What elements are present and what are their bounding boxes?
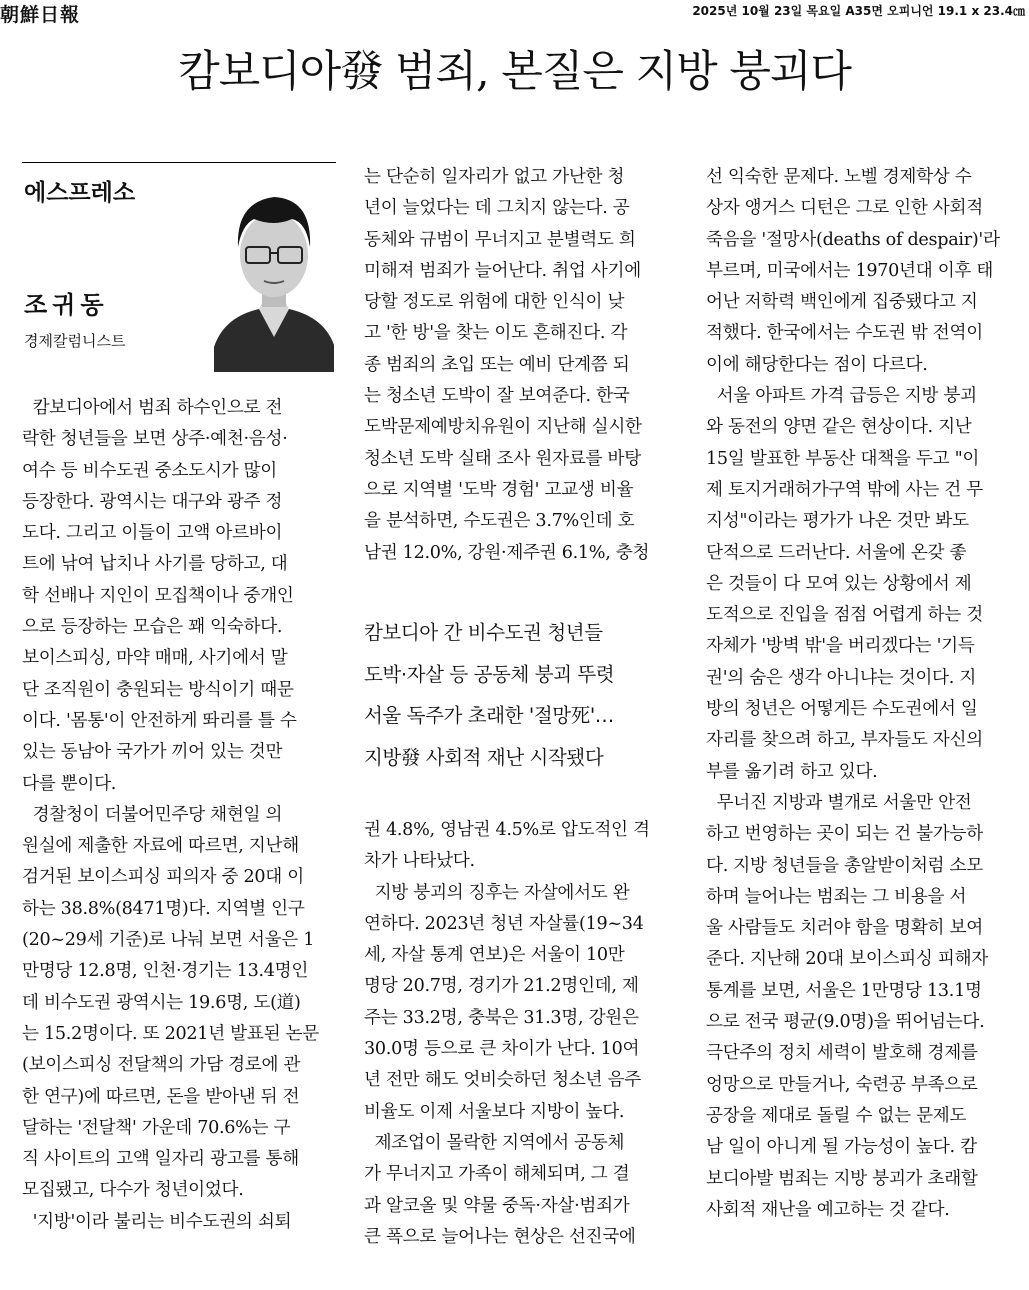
text-line: 청소년 도박 실태 조사 원자료를 바탕 bbox=[364, 448, 641, 469]
text-line: 모집됐고, 다수가 청년이었다. bbox=[22, 1180, 244, 1201]
dateline: 2025년 10월 23일 목요일 A35면 오피니언 19.1 x 23.4㎝ bbox=[692, 4, 1025, 18]
text-line: 고 '한 방'을 찾는 이도 흔해진다. 각 bbox=[364, 323, 628, 344]
text-line: 하는 38.8%(8471명)다. 지역별 인구 bbox=[22, 898, 305, 919]
text-line: 연하다. 2023년 청년 자살률(19~34 bbox=[364, 913, 644, 934]
text-line: 동체와 규범이 무너지고 분별력도 희 bbox=[364, 229, 636, 250]
text-line: 와 동전의 양면 같은 현상이다. 지난 bbox=[706, 417, 972, 438]
headline: 캄보디아發 범죄, 본질은 지방 붕괴다 bbox=[178, 47, 851, 97]
text-line: 는 단순히 일자리가 없고 가난한 청 bbox=[364, 167, 625, 187]
text-line: 권 4.8%, 영남권 4.5%로 압도적인 격 bbox=[364, 820, 650, 840]
text-line: 으로 전국 평균(9.0명)을 뛰어넘는다. bbox=[706, 1012, 985, 1033]
text-line: 미해져 범죄가 늘어난다. 취업 사기에 bbox=[364, 260, 641, 281]
text-line: 도다. 그리고 이들이 고액 아르바이 bbox=[22, 523, 283, 544]
text-line: 캄보디아 간 비수도권 청년들 bbox=[364, 621, 603, 644]
text-line: 사회적 재난을 예고하는 것 같다. bbox=[706, 1199, 950, 1220]
text-line: 검거된 보이스피싱 피의자 중 20대 이 bbox=[22, 867, 304, 888]
text-line: 세, 자살 통계 연보)은 서울이 10만 bbox=[364, 945, 625, 966]
text-line: 남 일이 아니게 될 가능성이 높다. 캄 bbox=[706, 1137, 977, 1158]
text-line: 명당 20.7명, 경기가 21.2명인데, 제 bbox=[364, 976, 639, 997]
text-line: 년이 늘었다는 데 그치지 않는다. 공 bbox=[364, 198, 630, 219]
text-line: 보디아발 범죄는 지방 붕괴가 초래할 bbox=[706, 1168, 978, 1189]
author-photo bbox=[214, 177, 334, 372]
text-line: 서울 독주가 초래한 '절망死'… bbox=[364, 704, 614, 727]
text-line: 적했다. 한국에서는 수도권 밖 전역이 bbox=[706, 323, 983, 344]
text-line: 선 익숙한 문제다. 노벨 경제학상 수 bbox=[706, 167, 972, 187]
article-column-3 bbox=[706, 162, 1022, 1226]
text-line: 무너진 지방과 별개로 서울만 안전 bbox=[706, 792, 972, 813]
pull-quote bbox=[364, 612, 684, 778]
text-line: 을 분석하면, 수도권은 3.7%인데 호 bbox=[364, 511, 635, 532]
text-line: 지성"이라는 평가가 나온 것만 봐도 bbox=[706, 511, 969, 532]
text-line: 차가 나타났다. bbox=[364, 851, 475, 872]
text-line: 남권 12.0%, 강원·제주권 6.1%, 충청 bbox=[364, 542, 650, 563]
text-line: 는 청소년 도박이 잘 보여준다. 한국 bbox=[364, 386, 630, 407]
text-line: 죽음을 '절망사(deaths of despair)'라 bbox=[706, 229, 1000, 250]
text-line: 도적으로 진입을 점점 어렵게 하는 것 bbox=[706, 605, 983, 626]
text-line: 어난 저학력 백인에게 집중됐다고 지 bbox=[706, 292, 978, 313]
column-title: 에스프레소 bbox=[24, 180, 136, 206]
text-line: 경찰청이 더불어민주당 채현일 의 bbox=[22, 804, 283, 825]
text-line: 으로 지역별 '도박 경험' 고교생 비율 bbox=[364, 479, 634, 500]
author-name: 조귀동 bbox=[24, 291, 109, 319]
text-line: 하며 늘어나는 범죄는 그 비용을 서 bbox=[706, 886, 967, 907]
text-line: 락한 청년들을 보면 상주·예천·음성· bbox=[22, 429, 288, 450]
text-line: 만명당 12.8명, 인천·경기는 13.4명인 bbox=[22, 961, 309, 982]
text-line: 종 범죄의 초입 또는 예비 단계쯤 되 bbox=[364, 354, 630, 375]
text-line: 달하는 '전달책' 가운데 70.6%는 구 bbox=[22, 1117, 291, 1138]
text-line: 는 15.2명이다. 또 2021년 발표된 논문 bbox=[22, 1023, 319, 1044]
author-portrait-illustration bbox=[214, 177, 334, 372]
text-line: 캄보디아에서 범죄 하수인으로 전 bbox=[22, 398, 283, 418]
text-line: 다를 뿐이다. bbox=[22, 773, 117, 794]
text-line: 공장을 제대로 돌릴 수 없는 문제도 bbox=[706, 1105, 967, 1126]
text-line: 극단주의 정치 세력이 발호해 경제를 bbox=[706, 1043, 978, 1064]
text-line: 도박문제예방치유원이 지난해 실시한 bbox=[364, 417, 642, 438]
text-line: 부를 옮기려 하고 있다. bbox=[706, 761, 878, 782]
text-line: 비율도 이제 서울보다 지방이 높다. bbox=[364, 1101, 625, 1122]
text-line: 지방發 사회적 재난 시작됐다 bbox=[364, 745, 604, 769]
text-line: 은 것들이 다 모여 있는 상황에서 제 bbox=[706, 573, 972, 594]
text-line: '지방'이라 불리는 비수도권의 쇠퇴 bbox=[22, 1211, 292, 1232]
text-line: 학 선배나 지인이 모집책이나 중개인 bbox=[22, 585, 294, 606]
text-line: 당할 정도로 위험에 대한 인식이 낮 bbox=[364, 292, 625, 313]
text-line: 방의 청년은 어떻게든 수도권에서 일 bbox=[706, 699, 978, 720]
text-line: 준다. 지난해 20대 보이스피싱 피해자 bbox=[706, 949, 988, 970]
text-line: 하고 번영하는 곳이 되는 건 불가능하 bbox=[706, 824, 983, 845]
text-line: 도박·자살 등 공동체 붕괴 뚜렷 bbox=[364, 662, 615, 686]
column-top-rule bbox=[22, 162, 336, 163]
text-line: 과 알코올 및 약물 중독·자살·범죄가 bbox=[364, 1195, 630, 1216]
newspaper-masthead: 朝鮮日報 bbox=[0, 4, 81, 26]
text-line: 통계를 보면, 서울은 1만명당 13.1명 bbox=[706, 980, 982, 1001]
text-line: 제조업이 몰락한 지역에서 공동체 bbox=[364, 1132, 625, 1153]
text-line: 가 무너지고 가족이 해체되며, 그 결 bbox=[364, 1164, 630, 1185]
text-line: 한 연구)에 따르면, 돈을 받아낸 뒤 전 bbox=[22, 1086, 300, 1107]
text-line: 여수 등 비수도권 중소도시가 많이 bbox=[22, 460, 277, 481]
text-line: 서울 아파트 가격 급등은 지방 붕괴 bbox=[706, 386, 977, 407]
text-line: 년 전만 해도 엇비슷하던 청소년 음주 bbox=[364, 1070, 641, 1091]
text-line: 트에 낚여 납치나 사기를 당하고, 대 bbox=[22, 554, 288, 575]
article-column-2-bottom bbox=[364, 815, 684, 1253]
text-line: 다. 지방 청년들을 총알받이처럼 소모 bbox=[706, 855, 983, 876]
text-line: 큰 폭으로 늘어나는 현상은 선진국에 bbox=[364, 1226, 636, 1247]
article-column-1 bbox=[22, 393, 340, 1238]
text-line: 15일 발표한 부동산 대책을 두고 "이 bbox=[706, 448, 980, 469]
text-line: 부르며, 미국에서는 1970년대 이후 태 bbox=[706, 260, 994, 281]
text-line: 엉망으로 만들거나, 숙련공 부족으로 bbox=[706, 1074, 978, 1095]
text-line: 자체가 '방벽 밖'을 버리겠다는 '기득 bbox=[706, 636, 975, 657]
text-line: 이에 해당한다는 점이 다르다. bbox=[706, 354, 928, 375]
text-line: (20~29세 기준)로 나눠 보면 서울은 1 bbox=[22, 930, 315, 951]
text-line: 보이스피싱, 마약 매매, 사기에서 말 bbox=[22, 648, 288, 669]
text-line: 원실에 제출한 자료에 따르면, 지난해 bbox=[22, 836, 299, 857]
text-line: 지방 붕괴의 징후는 자살에서도 완 bbox=[364, 882, 630, 903]
text-line: 자리를 찾으려 하고, 부자들도 자신의 bbox=[706, 730, 983, 751]
text-line: 상자 앵거스 디턴은 그로 인한 사회적 bbox=[706, 198, 983, 219]
text-line: 30.0명 등으로 큰 차이가 난다. 10여 bbox=[364, 1039, 640, 1060]
text-line: (보이스피싱 전달책의 가담 경로에 관 bbox=[22, 1055, 301, 1076]
article-column-2-top bbox=[364, 162, 684, 569]
text-line: 권'의 숨은 생각 아니냐는 것이다. 지 bbox=[706, 667, 977, 688]
text-line: 주는 33.2명, 충북은 31.3명, 강원은 bbox=[364, 1007, 639, 1028]
text-line: 데 비수도권 광역시는 19.6명, 도(道) bbox=[22, 992, 301, 1013]
text-line: 울 사람들도 치러야 함을 명확히 보여 bbox=[706, 918, 983, 939]
text-line: 이다. '몸통'이 안전하게 똬리를 틀 수 bbox=[22, 710, 297, 731]
text-line: 등장한다. 광역시는 대구와 광주 정 bbox=[22, 491, 283, 512]
text-line: 으로 등장하는 모습은 꽤 익숙하다. bbox=[22, 617, 283, 638]
text-line: 있는 동남아 국가가 끼어 있는 것만 bbox=[22, 742, 283, 763]
text-line: 제 토지거래허가구역 밖에 사는 건 무 bbox=[706, 479, 983, 500]
text-line: 직 사이트의 고액 일자리 광고를 통해 bbox=[22, 1149, 299, 1170]
text-line: 단적으로 드러난다. 서울에 온갖 좋 bbox=[706, 542, 967, 563]
author-title: 경제칼럼니스트 bbox=[24, 332, 126, 350]
text-line: 단 조직원이 충원되는 방식이기 때문 bbox=[22, 679, 294, 700]
